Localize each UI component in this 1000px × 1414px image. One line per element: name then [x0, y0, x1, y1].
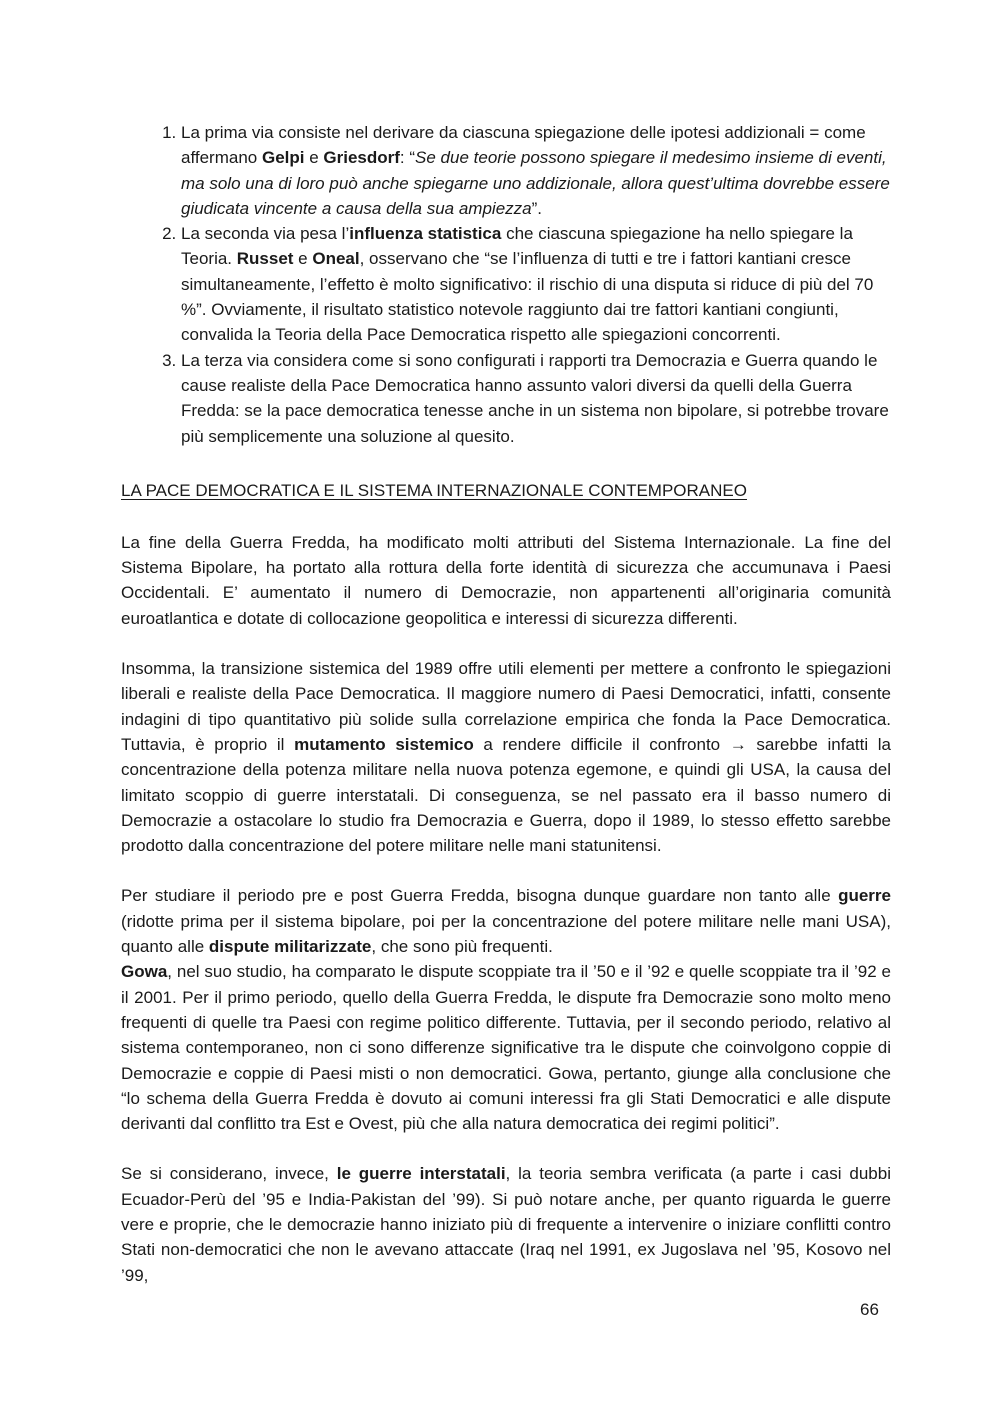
page-number: 66: [860, 1300, 879, 1319]
list-item-text: La prima via consiste nel derivare da ciascuna spiegazione delle ipotesi addizionali = come affermano: [181, 123, 866, 168]
list-item: [181, 348, 891, 449]
paragraph-text: Se si considerano, invece,: [121, 1164, 337, 1184]
paragraph-text: sarebbe infatti la concentrazione della potenza militare nella nuova potenza egemone, e quindi gli USA, la causa del limitato scoppio di guerre interstatali. Di conseguenza, se nel passato era il basso numero di Democrazie a ostacolare lo studio fra Democrazia e Guerra, dopo il 1989, lo stesso effetto sarebbe prodotto dalla concentrazione del potere militare nelle mani statunitensi.: [121, 734, 892, 856]
list-item-text: e: [304, 148, 324, 168]
paragraph: [121, 1161, 891, 1287]
section-heading: LA PACE DEMOCRATICA E IL SISTEMA INTERNAZIONALE CONTEMPORANEO: [121, 480, 747, 500]
paragraph-text: , che sono più frequenti.: [371, 937, 553, 957]
paragraph-text: Per studiare il periodo pre e post Guerra Fredda, bisogna dunque guardare non tanto alle: [121, 886, 839, 906]
emphasis: mutamento sistemico: [294, 734, 474, 754]
author-name: Oneal: [312, 249, 360, 269]
numbered-list: [121, 120, 891, 449]
author-name: Gowa: [121, 962, 168, 982]
emphasis: guerre: [838, 886, 891, 906]
author-name: Griesdorf: [323, 148, 400, 168]
emphasis: dispute militarizzate: [208, 937, 372, 957]
paragraph-text: , nel suo studio, ha comparato le dispute scoppiate tra il ’50 e il ’92 e quelle scoppiate tra il ’92 e il 2001. Per il primo periodo, quello della Guerra Fredda, le dispute fra Democrazie sono molto meno frequenti di quelle tra Paesi con regime politico differente. Tuttavia, per il secondo periodo, relativo al sistema contemporaneo, non ci sono differenze significative tra le dispute che coinvolgono coppie di Democrazie e coppie di Paesi misti o non democratici. Gowa, pertanto, giunge alla conclusione che “lo schema della Guerra Fredda è dovuto ai comuni interessi fra gli Stati Democratici e alle dispute derivanti dal conflitto tra Est e Ovest, più che alla natura democratica dei regimi politici”.: [121, 962, 891, 1134]
list-item-text: : “: [399, 148, 416, 168]
document-page: [121, 120, 891, 1288]
list-item-text: e: [293, 249, 313, 269]
list-item: [181, 120, 891, 221]
emphasis: le guerre interstatali: [336, 1164, 506, 1184]
quotation: Se due teorie possono spiegare il medesimo insieme di eventi, ma solo una di loro può anche spiegarne uno addizionale, allora quest’ultima dovrebbe essere giudicata vincente a causa della sua ampiezza: [181, 148, 890, 218]
list-item-text: La seconda via pesa l’: [181, 224, 350, 244]
author-name: Russet: [236, 249, 294, 269]
list-item-text: La terza via considera come si sono configurati i rapporti tra Democrazia e Guerra quando le cause realiste della Pace Democratica hanno assunto valori diversi da quelli della Guerra Fredda: se la pace democratica tenesse anche in un sistema non bipolare, si potrebbe trovare più semplicemente una soluzione al quesito.: [181, 350, 889, 446]
paragraph: [121, 656, 891, 858]
list-item: [181, 221, 891, 347]
paragraph-text: Insomma, la transizione sistemica del 1989 offre utili elementi per mettere a confronto le spiegazioni liberali e realiste della Pace Democratica. Il maggiore numero di Paesi Democratici, infatti, consente indagini di tipo quantitativo più solide sulla correlazione empirica che fonda la Pace Democratica. Tuttavia, è proprio il: [121, 659, 891, 754]
paragraph-text: a rendere difficile il confronto: [473, 734, 730, 754]
author-name: Gelpi: [261, 148, 305, 168]
paragraph-text: , la teoria sembra verificata (a parte i casi dubbi Ecuador-Perù del ’95 e India-Pakistan del ’99). Si può notare anche, per quanto riguarda le guerre vere e proprie, che le democrazie hanno iniziato più di frequente a intervenire o iniziare conflitti contro Stati non-democratici che non le avevano attaccate (Iraq nel 1991, ex Jugoslava nel ’95, Kosovo nel ’99,: [121, 1164, 891, 1285]
list-item-text: ”.: [531, 198, 542, 218]
arrow-icon: →: [729, 734, 747, 754]
paragraph: [121, 883, 891, 959]
list-item-text: che ciascuna spiegazione ha nello spiegare la Teoria.: [181, 224, 853, 269]
emphasis: influenza statistica: [349, 224, 502, 244]
paragraph: La fine della Guerra Fredda, ha modificato molti attributi del Sistema Internazionale. La fine del Sistema Bipolare, ha portato alla rottura della forte identità di sicurezza che accumunava i Paesi Occidentali. E’ aumentato il numero di Democrazie, non appartenenti all’originaria comunità euroatlantica e dotate di collocazione geopolitica e interessi di sicurezza differenti.: [121, 532, 891, 628]
paragraph: [121, 959, 891, 1136]
paragraph-text: (ridotte prima per il sistema bipolare, poi per la concentrazione del potere militare nelle mani USA), quanto alle: [121, 911, 891, 957]
list-item-text: , osservano che “se l’influenza di tutti e tre i fattori kantiani cresce simultaneamente, l’effetto è molto significativo: il rischio di una disputa si riduce di più del 70 %”. Ovviamente, il risultato statistico notevole raggiunto dai tre fattori kantiani congiunti, convalida la Teoria della Pace Democratica rispetto alle spiegazioni concorrenti.: [181, 249, 874, 345]
